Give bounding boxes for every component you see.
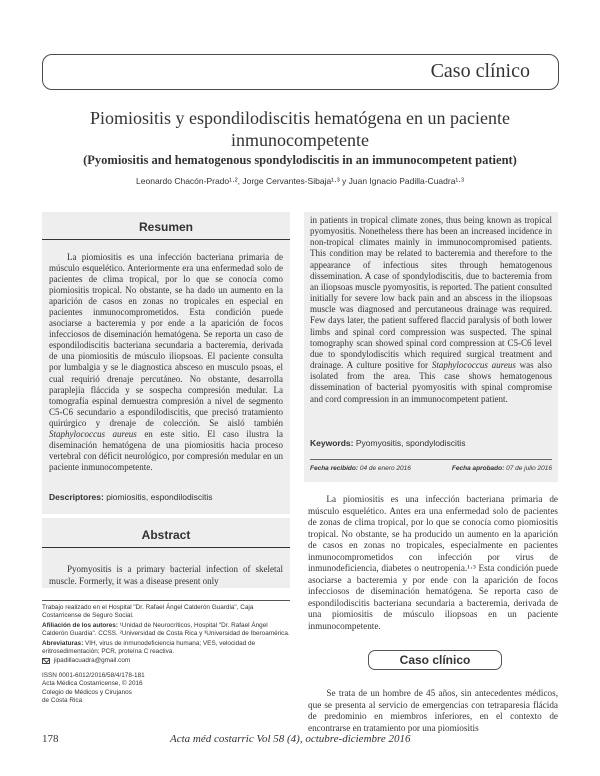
intro-paragraph: La piomiositis es una infección bacteriana primaria de músculo esquelético. Antes era una enfermedad solo de pacientes de zonas de clima tropical, por lo que se conocía como piomiositis tropical. No obstante, se ha producido un aumento en la aparición de casos en zonas no tropicales, especialmente en pacientes inmunocomprometidos con infección por virus de inmunodeficiencia, diabetes o neutropenia.¹·³ Esta condición puede asociarse a bacteremia y por ende con la aparición de focos infecciosos de diseminación hematógena. Se reporta caso de espondilodiscitis bacteriana secundaria a bacteremia, derivada de una piomiositis de músculo iliopsoas en un paciente inmunocompetente. [308, 494, 558, 632]
college: Colegio de Médicos y Cirujanos [42, 688, 132, 696]
resumen-heading: Resumen [42, 214, 290, 240]
received-label: Fecha recibido: [310, 465, 359, 472]
section-banner [42, 54, 559, 90]
abstract-continuation-box [304, 212, 558, 482]
mail-icon [42, 658, 50, 664]
email-link[interactable]: jipadillacuadra@gmail.com [53, 657, 131, 665]
issn: ISSN 0001-6012/2016/58/4/178-181 [42, 671, 145, 679]
article-title-line2: inmunocompetente [231, 130, 369, 150]
abbrev-text: VIH, virus de inmunodeficiencia humana; VES, velocidad de eritrosedimentación; PCR, proteína C reactiva. [42, 639, 256, 656]
received-value: 04 de enero 2016 [359, 465, 411, 472]
page-footer [0, 733, 600, 747]
abstract-cont-text-end: was also isolated from the area. This case shows hematogenous dissemination of bacterial pyomyositis with spinal compromise and cord compression in an immunocompetent patient. [310, 360, 552, 404]
received-date [310, 465, 411, 472]
footnote-work: Trabajo realizado en el Hospital "Dr. Rafael Ángel Calderón Guardia", Caja Costarricense de Seguro Social. [42, 604, 254, 620]
abstract-cont-text: in patients in tropical climate zones, thus being known as tropical pyomyositis. Nonetheless there has been an increased incidence in non-tropical climates mainly in immunocompromised patients. This condition may be related to bacteremia and therefore to the appearance of infectious sites through hematogenous dissemination. A case of spondylodiscitis, due to bacteremia from an iliopsoas muscle pyomyositis, is reported. The patient consulted initially for severe low back pain and an abscess in the iliopsoas muscle was diagnosed and percutaneous drainage was required. Few days later, the patient suffered flaccid paralysis of both lower limbs and spinal cord compression was suspected. The spinal tomography scan showed spinal cord compression at C5-C6 level due to spondylodiscitis which required surgical treatment and drainage. A culture positive for [310, 215, 552, 371]
abstract-box [42, 518, 290, 588]
journal-info: Acta méd costarric Vol 58 (4), octubre-diciembre 2016 [170, 733, 411, 745]
country: de Costa Rica [42, 697, 83, 705]
footnotes [42, 604, 290, 705]
abstract-continuation-body [310, 215, 552, 405]
footnote-divider [42, 600, 290, 601]
journal-copyright: Acta Médica Costarricense, © 2016 [42, 680, 143, 688]
resumen-box [42, 212, 290, 514]
article-subtitle: (Pyomiositis and hematogenous spondylodiscitis in an immunocompetent patient) [83, 153, 517, 167]
resumen-text-end: en este sitio. El caso ilustra la diseminación hematógena de una piomiositis hacia proceso vertebral con déficit neurológico, por compresión medular en un paciente inmunocompetente. [49, 428, 283, 472]
approved-value: 07 de julio 2016 [506, 465, 552, 472]
abbrev-label: Abreviaturas: [42, 639, 84, 647]
resumen-body [49, 252, 283, 473]
legal-block [42, 672, 290, 706]
keywords [310, 438, 465, 448]
keywords-divider [310, 459, 552, 460]
affiliation-label: Afiliación de los autores: [42, 621, 118, 629]
resumen-text: La piomiositis es una infección bacteriana primaria de músculo esquelético. Anteriormente era una enfermedad solo de pacientes de clima tropical, por lo que se conocía como piomiositis tropical. No obstante, se ha dado un aumento en la aparición de casos en zonas no tropicales en especial en pacientes inmunocomprometidos. Esta condición puede asociarse a bacteremia y por ende a la aparición de focos infecciosos de diseminación hematógena. Se reporta un caso de espondilodiscitis bacteriana secundaria a bacteremia, derivada de una piomiositis de músculo iliopsoas. El paciente consulta por lumbalgia y se le diagnostica absceso en musculo psoas, el cual requirió drenaje percutáneo. No obstante, desarrolla paraplejía fláccida y se sospecha compresión medular. La tomografía espinal demuestra compresión a nivel de segmento C5-C6 secundario a espondilodiscitis, que precisó tratamiento quirúrgico y drenaje de colección. Se aisló también [49, 252, 283, 428]
approved-label: Fecha aprobado: [451, 465, 505, 472]
authors: Leonardo Chacón-Prado¹·², Jorge Cervantes-Sibaja¹·³ y Juan Ignacio Padilla-Cuadra¹·³ [136, 176, 464, 186]
section-label: Caso clínico [430, 60, 530, 82]
footnote-affiliation [42, 622, 290, 639]
keywords-value: Pyomyositis, spondylodiscitis [355, 438, 466, 448]
approved-date [452, 465, 552, 472]
descriptors-value: piomiositis, espondilodiscitis [106, 492, 213, 502]
page-number: 178 [42, 733, 59, 745]
descriptors [49, 492, 212, 502]
case-paragraph: Se trata de un hombre de 45 años, sin antecedentes médicos, que se presenta al servicio de emergencias con tetraparesia flácida de predominio en miembros inferiores, en el contexto de encontrarse en tratamiento por una piomiositis [308, 688, 558, 733]
resumen-organism: Staphylococcus aureus [49, 428, 137, 439]
abstract-heading: Abstract [42, 522, 290, 548]
keywords-label: Keywords: [310, 438, 354, 448]
footnote-email [42, 657, 290, 665]
affiliation-text: ¹Unidad de Neurocríticos, Hospital "Dr. Rafael Ángel Calderón Guardia". CCSS. ²Universidad de Costa Rica y ³Universidad de Iberoamérica. [42, 621, 290, 638]
descriptors-label: Descriptores: [49, 492, 104, 502]
article-title-line1: Piomiositis y espondilodiscitis hematógena en un paciente [90, 108, 510, 128]
abstract-body: Pyomyositis is a primary bacterial infection of skeletal muscle. Formerly, it was a disease present only [49, 564, 283, 586]
abstract-organism: Staphylococcus aureus [431, 360, 516, 371]
case-heading: Caso clínico [368, 650, 502, 670]
footnote-abbreviations [42, 640, 290, 657]
